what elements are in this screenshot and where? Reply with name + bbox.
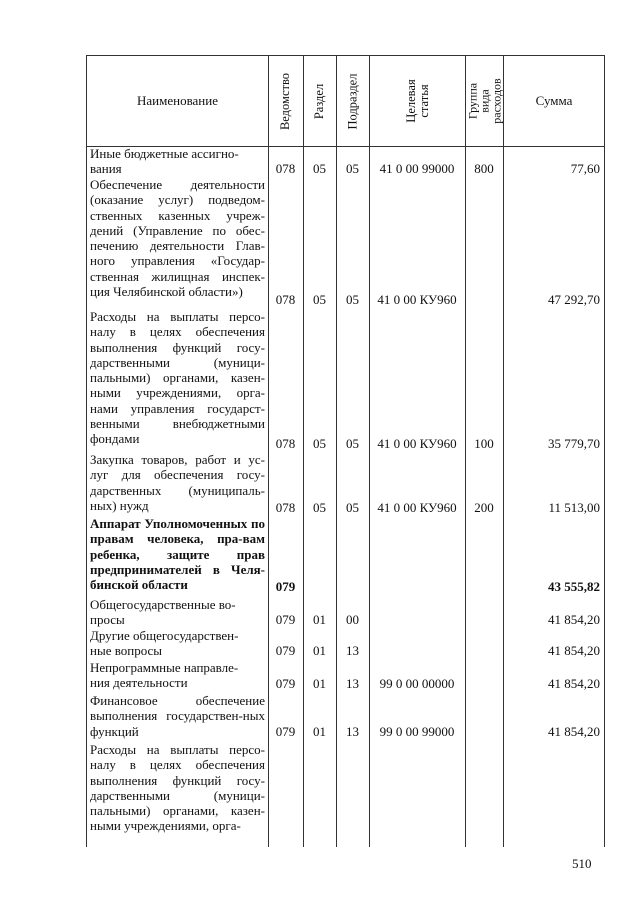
- row-name: Иные бюджетные ассигно- вания: [90, 146, 239, 177]
- row-name: Расходы на выплаты персо-налу в целях обеспечения выполнения функций госу-дарственными (муници-пальными) органами, казен-ными учреждениями, орга-: [90, 742, 265, 834]
- header-vedomstvo-label: Ведомство: [278, 72, 293, 130]
- cell-razdel: 01: [313, 612, 326, 627]
- cell-summa: 11 513,00: [548, 500, 600, 515]
- cell-razdel: 01: [313, 724, 326, 739]
- cell-vedomstvo: 079: [275, 724, 296, 739]
- cell-razdel: 01: [313, 643, 326, 658]
- cell-podrazdel: 00: [346, 612, 359, 627]
- header-gruppa: [466, 56, 503, 146]
- header-celevaya-label: Целевая статья: [403, 79, 431, 123]
- row-name: Обеспечение деятельности (оказание услуг) подведом-ственных казенных учреж-дений (Управление по обес-печению деятельности Глав-ного управления «Государ-ственная жилищная инспек-ция Челябинской области»): [90, 177, 265, 300]
- cell-summa: 41 854,20: [548, 643, 600, 658]
- page-number: 510: [572, 856, 592, 871]
- row-name: Расходы на выплаты персо-налу в целях обеспечения выполнения функций госу-дарственными (муници-пальными) органами, казен-ными учреждениями, орга-нами управления государст-венными внебюджетными фондами: [90, 309, 265, 447]
- cell-razdel: 05: [313, 436, 326, 451]
- cell-celevaya: 99 0 00 00000: [379, 676, 455, 691]
- cell-summa: 41 854,20: [548, 676, 600, 691]
- cell-summa: 41 854,20: [548, 724, 600, 739]
- cell-vedomstvo: 078: [275, 292, 296, 307]
- header-podrazdel-label: Подраздел: [345, 73, 360, 129]
- cell-celevaya: 99 0 00 99000: [379, 724, 455, 739]
- cell-podrazdel: 05: [346, 500, 359, 515]
- header-podrazdel: [337, 56, 369, 146]
- cell-celevaya: 41 0 00 КУ960: [377, 292, 457, 307]
- row-name: Аппарат Уполномоченных по правам человека, пра-вам ребенка, защите прав предпринимателей в Челя-бинской области: [90, 516, 265, 593]
- row-name: Непрограммные направле- ния деятельности: [90, 660, 239, 691]
- cell-vedomstvo: 079: [275, 676, 296, 691]
- cell-podrazdel: 05: [346, 292, 359, 307]
- row-name: Общегосударственные во- просы: [90, 597, 236, 628]
- header-vedomstvo: [269, 56, 303, 146]
- cell-vedomstvo: 078: [275, 500, 296, 515]
- header-gruppa-label: Группа вида расходов: [465, 78, 504, 124]
- header-summa-label: Сумма: [535, 93, 573, 108]
- cell-vedomstvo: 078: [275, 436, 296, 451]
- cell-celevaya: 41 0 00 КУ960: [377, 436, 457, 451]
- row-name: Закупка товаров, работ и ус-луг для обеспечения госу-дарственных (муниципаль-ных) нужд: [90, 452, 265, 513]
- cell-vedomstvo: 078: [275, 161, 296, 176]
- cell-podrazdel: 13: [346, 724, 359, 739]
- cell-summa: 47 292,70: [548, 292, 600, 307]
- cell-razdel: 05: [313, 292, 326, 307]
- cell-summa: 77,60: [570, 161, 600, 176]
- cell-gruppa: 100: [474, 436, 494, 451]
- cell-vedomstvo: 079: [275, 643, 296, 658]
- cell-vedomstvo: 079: [275, 579, 296, 594]
- header-celevaya: [370, 56, 465, 146]
- cell-summa: 35 779,70: [548, 436, 600, 451]
- cell-podrazdel: 13: [346, 676, 359, 691]
- cell-summa: 41 854,20: [548, 612, 600, 627]
- cell-razdel: 05: [313, 161, 326, 176]
- cell-celevaya: 41 0 00 КУ960: [377, 500, 457, 515]
- cell-gruppa: 800: [474, 161, 494, 176]
- cell-vedomstvo: 079: [275, 612, 296, 627]
- table-border-left: [86, 55, 87, 847]
- header-razdel-label: Раздел: [312, 83, 327, 119]
- table-border-right: [604, 55, 605, 847]
- cell-razdel: 05: [313, 500, 326, 515]
- cell-gruppa: 200: [474, 500, 494, 515]
- header-summa: [504, 56, 604, 146]
- header-name: [87, 56, 268, 146]
- cell-razdel: 01: [313, 676, 326, 691]
- row-name: Финансовое обеспечение выполнения государствен-ных функций: [90, 693, 265, 739]
- header-razdel: [304, 56, 336, 146]
- cell-podrazdel: 13: [346, 643, 359, 658]
- cell-podrazdel: 05: [346, 436, 359, 451]
- cell-celevaya: 41 0 00 99000: [379, 161, 455, 176]
- header-name-label: Наименование: [137, 93, 218, 108]
- cell-podrazdel: 05: [346, 161, 359, 176]
- row-name: Другие общегосударствен- ные вопросы: [90, 628, 239, 659]
- cell-summa: 43 555,82: [548, 579, 600, 594]
